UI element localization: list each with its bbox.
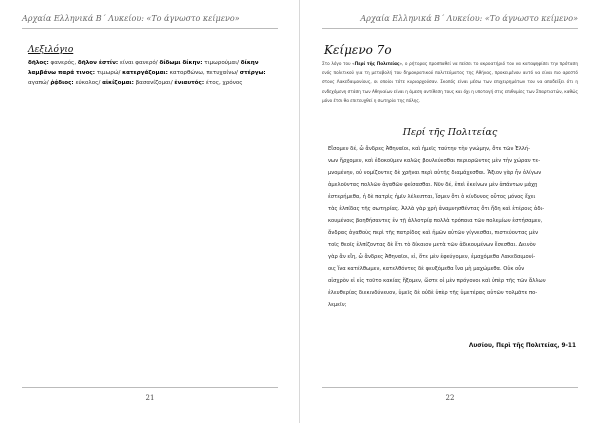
greek-passage: [328, 143, 578, 311]
lexicon-definition: τιμωρούμαι/: [204, 60, 240, 66]
lexicon-term: αἰκίζομαι:: [102, 80, 134, 86]
lexicon-definition: βασανίζομαι/: [135, 80, 173, 86]
intro-speech-title: Περί τῆς Πολιτείας: [354, 61, 400, 66]
passage-line: κουμένοις βοηθήσαντες ἐν τῇ ἀλλοτρίᾳ πολλὰ τρόπαια τῶν πολεμίων ἐστήσαμεν,: [328, 218, 543, 224]
passage-line: ἄνδρας ἀγαθοὺς περὶ τῆς πατρίδος καὶ ἡμῶν αὐτῶν γίγνεσθαι, πιστεύοντας μὲν: [328, 230, 539, 236]
intro-paragraph: [322, 59, 578, 105]
left-header-rule: [22, 28, 278, 29]
passage-line: ἀμελοῦντας πολλῶν ἀγαθῶν φείσασθαι. Νῦν δέ, ἐπεὶ ἐκείνων μὲν ἁπάντων μάχῃ: [328, 182, 538, 188]
lexicon-title: Λεξιλόγιο: [28, 45, 74, 55]
passage-line: νων ἤρχομεν, καὶ ἐδοκοῦμεν καλῶς βουλεύεσθαι περιορῶντες μὲν τὴν χώραν τε-: [328, 158, 541, 164]
passage-line: τοῖς θεοῖς ἐλπίζοντας δὲ ἔτι τὸ δίκαιον μετὰ τῶν ἀδικουμένων ἔσεσθαι. Δεινὸν: [328, 242, 536, 248]
passage-line: Εἴσομεν δέ, ὦ ἄνδρες Ἀθηναῖοι, καὶ ἡμεῖς ταύτην τὴν γνώμην, ὅτε τῶν Ἑλλή-: [328, 146, 531, 152]
lexicon-definition: εύκολος/: [75, 80, 101, 86]
lexicon-definition: τιμωρώ/: [96, 70, 121, 76]
lexicon-term: δίδωμι δίκην:: [159, 60, 203, 66]
passage-line: λεμεῖν;: [328, 302, 347, 308]
passage-line: μνομένην, οὐ νομίζοντες δὲ χρῆναι περὶ αὐτῆς διαμάχεσθαι. Ἄξιον γὰρ ἦν ὀλίγων: [328, 170, 542, 176]
left-running-header: Αρχαία Ελληνικά Β΄ Λυκείου: «Το άγνωστο κείμενο»: [22, 14, 240, 23]
right-page-number: 22: [445, 394, 455, 402]
lexicon-definition: φανερός,: [50, 60, 77, 66]
lexicon-term: στέργω:: [239, 70, 266, 76]
lexicon-definition: αγαπώ/: [28, 80, 49, 86]
passage-line: ἐστερήμεθα, ἡ δὲ πατρὶς ἡμῖν λέλειπται, ἴσμεν ὅτι ὁ κίνδυνος οὗτος μόνος ἔχει: [328, 194, 536, 200]
intro-rest: », ο ρήτορας προσπαθεί να πείσει το ακροατήριό του να καταψηφίσει την πρόταση ενός πολιτικού για τη μεταβολή του δημοκρατικού πολιτεύματος της Αθήνας, προκειμένου αυτό να είναι πιο αρεστό στους Λακεδαιμονίους, οι οποίοι τότε κυριαρχούσαν. Σκοπός είναι μέσω των επιχειρημάτων του να αποδείξει ότι η ενδεχόμενη στάση των Αθηναίων είναι η άμεση αντίθεση τους και όχι η υποταγή στις επιθυμίες των Σπαρτιατών, καθώς μόνο έτσι θα επιτευχθεί η σωτηρία της πόλης.: [322, 61, 578, 103]
passage-line: γὰρ ἂν εἴη, ὦ ἄνδρες Ἀθηναῖοι, εἰ, ὅτε μὲν ἐφεύγομεν, ἐμαχόμεθα Λακεδαιμονί-: [328, 254, 536, 260]
source-citation: Λυσίου, Περὶ τῆς Πολιτείας, 9-11: [468, 343, 576, 349]
passage-line: αἰσχρὸν εἰ εἰς τοῦτο κακίας ἥξομεν, ὥστε οἱ μὲν πρόγονοι καὶ ὑπὲρ τῆς τῶν ἄλλων: [328, 278, 546, 284]
lexicon-definition: είναι φανερό/: [119, 60, 158, 66]
lexicon-definition: κατορθώνω, πετυχαίνω/: [169, 70, 238, 76]
passage-line: οις ἵνα κατέλθωμεν, κατελθόντες δὲ φευξόμεθα ἵνα μὴ μαχώμεθα. Οὐκ οὖν: [328, 266, 525, 272]
left-footer-rule: [22, 387, 278, 388]
lexicon-term: ῥᾴδιος:: [50, 80, 74, 86]
lexicon-term: δῆλος:: [28, 60, 49, 66]
passage-line: ἐλευθερίας διεκινδύνευον, ὑμεῖς δὲ οὐδὲ ὑπὲρ τῆς ὑμετέρας αὐτῶν τολμᾶτε πο-: [328, 290, 538, 296]
right-footer-rule: [322, 387, 578, 388]
lexicon-term: ἐνιαυτός:: [174, 80, 205, 86]
right-running-header: Αρχαία Ελληνικά Β΄ Λυκείου: «Το άγνωστο κείμενο»: [360, 14, 578, 23]
lexicon-term: δῆλον ἐστίν:: [77, 60, 119, 66]
lexicon-body: [28, 58, 280, 88]
left-page-number: 21: [145, 394, 155, 402]
intro-prefix: Στο λόγο του «: [322, 61, 355, 66]
lexicon-definition: έτος, χρόνος: [205, 80, 243, 86]
right-header-rule: [322, 28, 578, 29]
text-title: Κείμενο 7ο: [324, 43, 392, 57]
lexicon-term: δίκην λαμβάνω παρά τινος:: [28, 60, 259, 76]
lexicon-term: κατεργάζομαι:: [122, 70, 168, 76]
passage-line: τὰς ἐλπίδας τῆς σωτηρίας. Ἀλλὰ γὰρ χρὴ ἀναμνησθέντας ὅτι ἤδη καὶ ἑτέροις ἀδι-: [328, 206, 545, 212]
passage-heading: Περί τῆς Πολιτείας: [402, 127, 498, 138]
